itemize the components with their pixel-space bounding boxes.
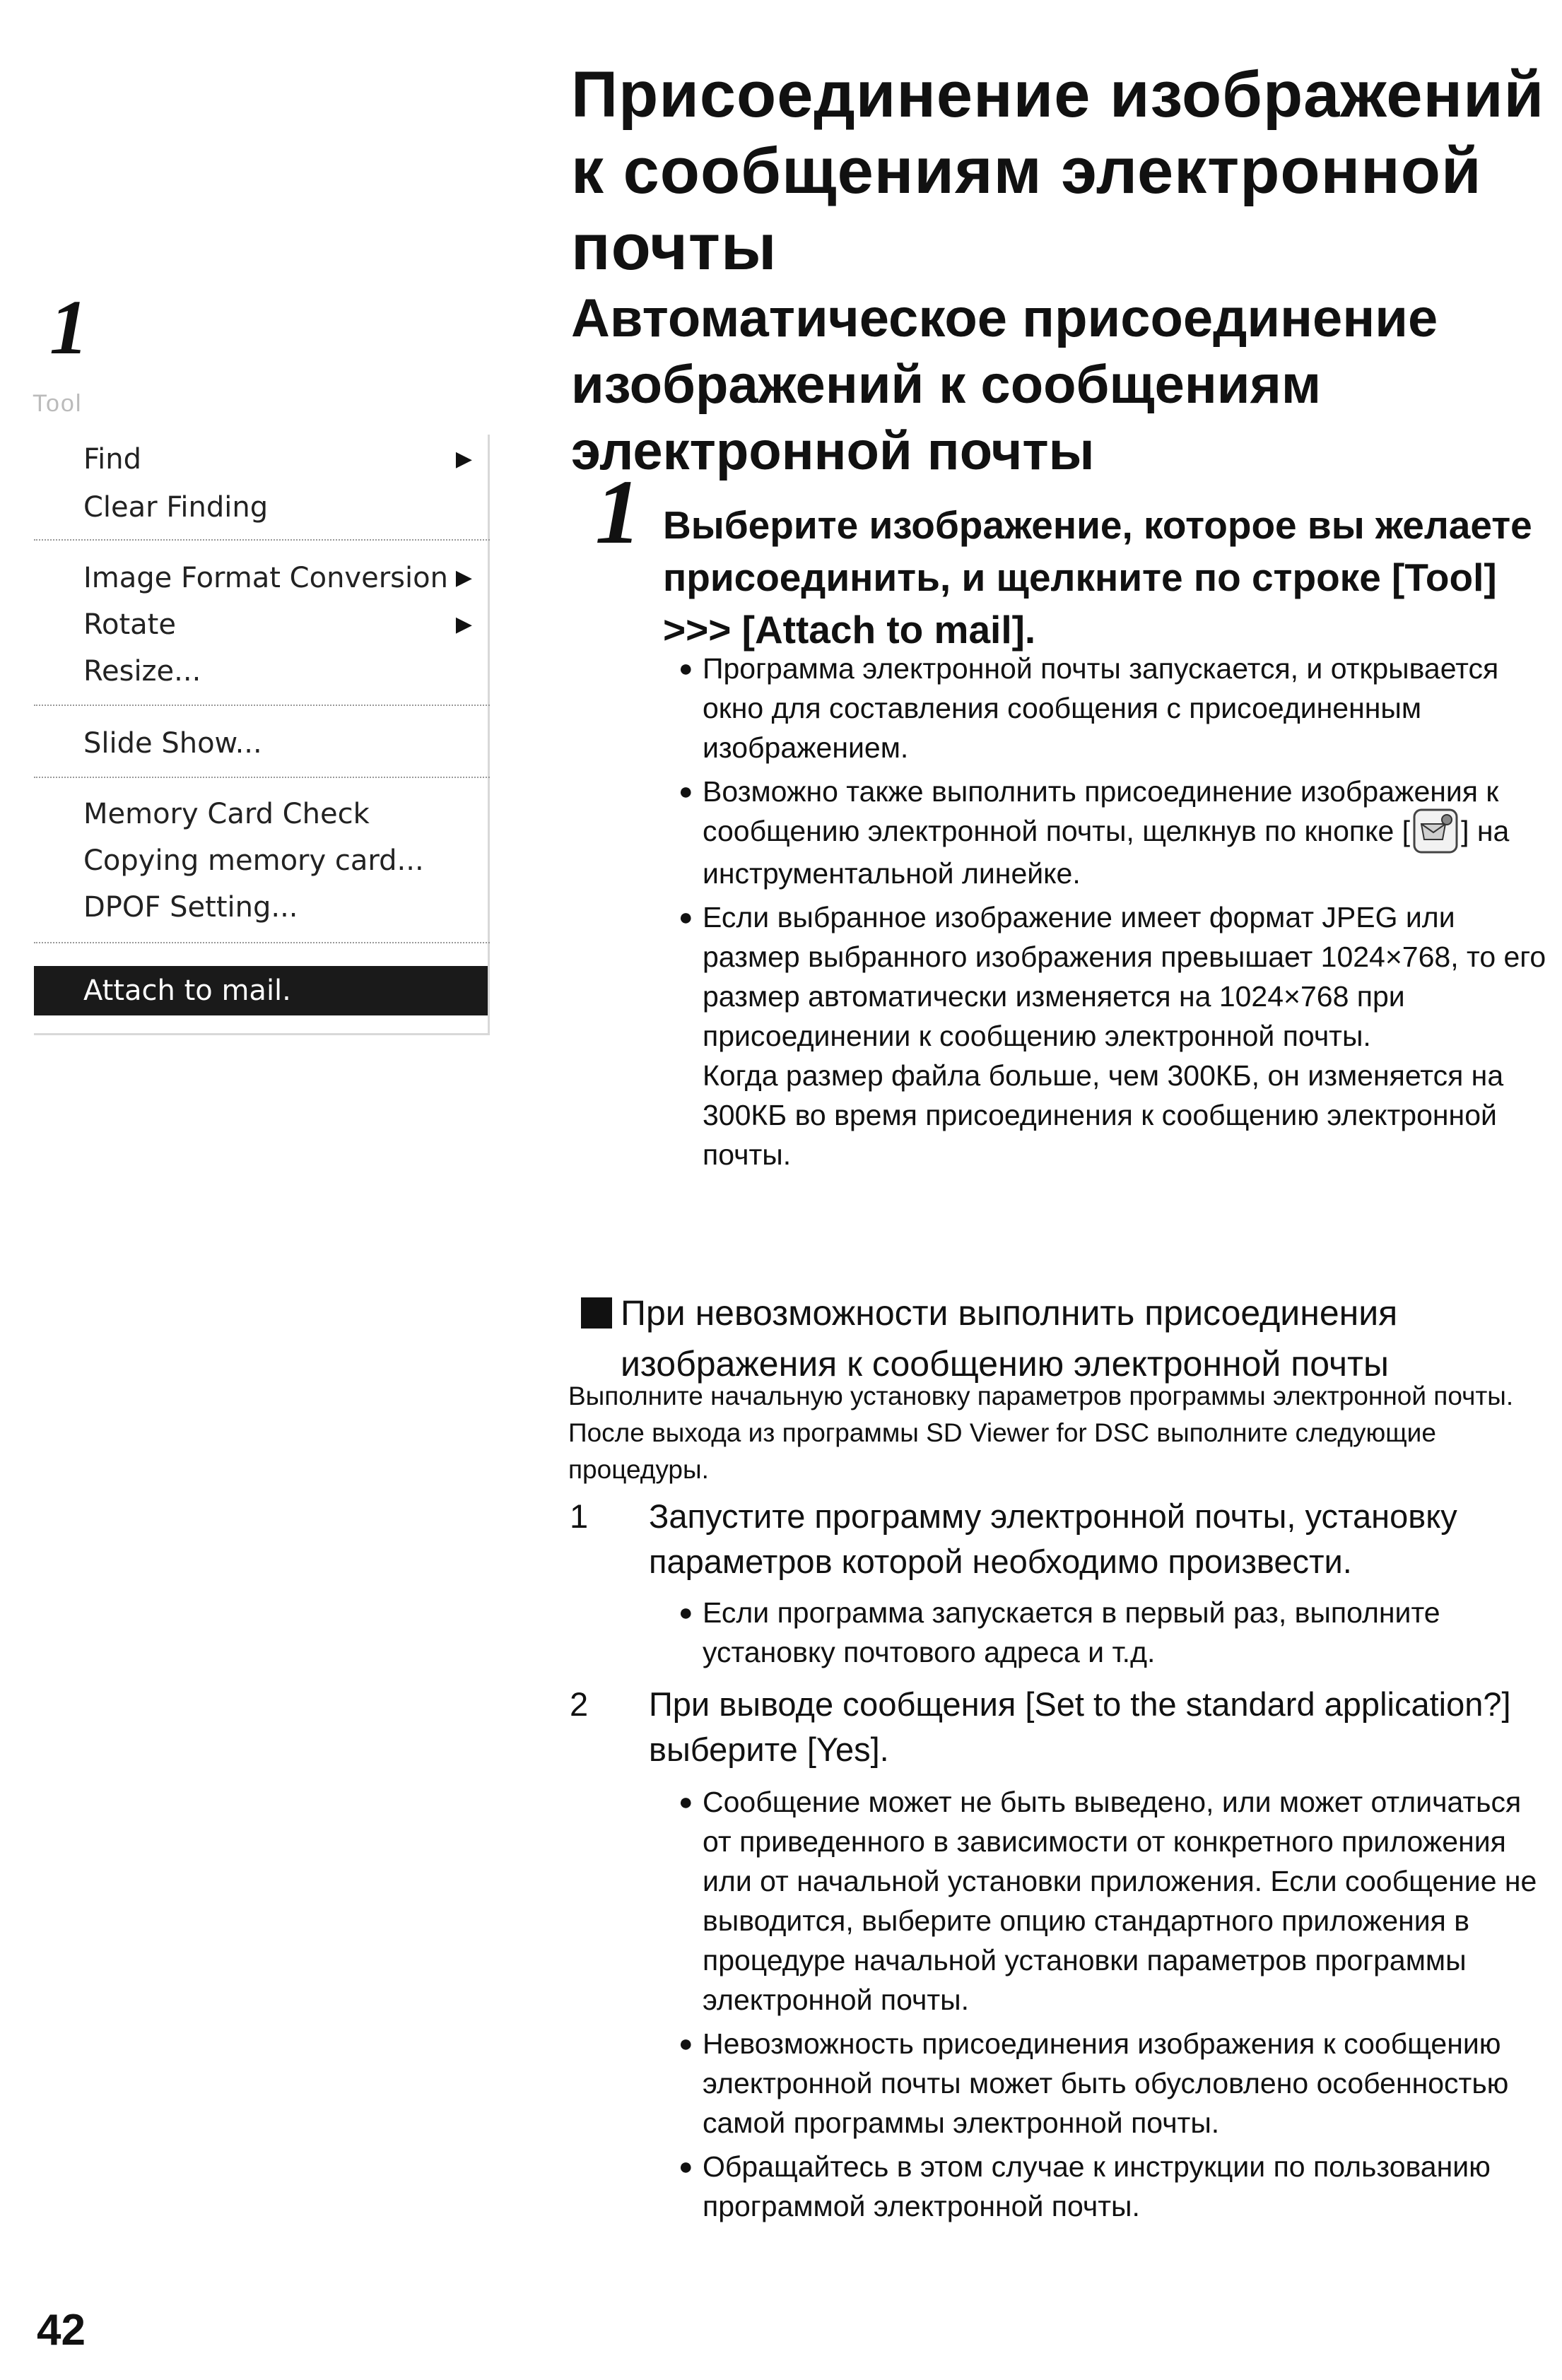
note-text: Сообщение может не быть выведено, или может отличаться от приведенного в зависимости от конкретного приложения или от начальной установки приложения. Если сообщение не выводится, выберите опцию стандартного приложения в процедуре начальной установки параметров программы электронной почты. (703, 1786, 1537, 2016)
step-number: 1 (595, 461, 641, 563)
menu-separator (34, 705, 490, 706)
note-text: Обращайтесь в этом случае к инструкции по пользованию программой электронной почты. (703, 2150, 1491, 2222)
menu-item-clear-finding[interactable] (34, 483, 488, 532)
step-text: При выводе сообщения [Set to the standard application?] выберите [Yes]. (649, 1685, 1511, 1768)
menu-separator (34, 942, 490, 943)
section-heading-line: изображения к сообщению электронной почты (621, 1344, 1389, 1384)
section-heading (581, 1288, 1556, 1389)
menu-item-label: Clear Finding (83, 491, 269, 524)
section-subtitle: Автоматическое присоединение изображений к сообщениям электронной почты (571, 288, 1438, 481)
step-index: 1 (570, 1497, 589, 1535)
menu-item-find[interactable] (34, 435, 488, 484)
menu-item-rotate[interactable] (34, 600, 488, 649)
menu-item-dpof-setting[interactable] (34, 883, 488, 932)
page-title: Присоединение изображений к сообщениям электронной почты (571, 59, 1545, 283)
menu-item-label: Copying memory card... (83, 844, 424, 877)
menu-item-label: Find (83, 443, 141, 476)
square-bullet-icon (581, 1297, 612, 1329)
section-heading-line: При невозможности выполнить присоединения (621, 1293, 1398, 1333)
note-text: Программа электронной почты запускается, и открывается окно для составления сообщения с присоединенным изображением. (703, 652, 1499, 764)
step-notes (684, 1782, 1546, 2230)
menu-item-slide-show[interactable] (34, 719, 488, 768)
menu-item-label: Attach to mail. (83, 974, 291, 1007)
menu-separator (34, 539, 490, 541)
menu-item-label: Resize... (83, 655, 201, 688)
step-notes (684, 1593, 1546, 1676)
step-instruction: Выберите изображение, которое вы желаете присоединить, и щелкните по строке [Tool] >>> [Attach to mail]. (663, 503, 1532, 652)
note-item (684, 649, 1546, 767)
step-index: 2 (570, 1685, 589, 1723)
menu-item-label: Image Format Conversion (83, 562, 448, 594)
note-item (684, 2024, 1546, 2143)
note-text: ] на инструментальной линейке. (703, 815, 1510, 890)
submenu-arrow-icon: ▶ (455, 612, 472, 637)
note-text: Если выбранное изображение имеет формат JPEG или размер выбранного изображения превышает 1024×768, то его размер автоматически изменяется на 1024×768 при присоединении к сообщению электронной почты. (703, 901, 1546, 1053)
step1-notes (684, 649, 1546, 1179)
note-text: Возможно также выполнить присоединение изображения к сообщению электронной почты, щелкнув по кнопке [ (703, 775, 1499, 847)
note-item (684, 1593, 1546, 1672)
note-item (684, 897, 1546, 1174)
menu-item-label: Memory Card Check (83, 798, 370, 830)
troubleshooting-section (581, 1288, 1556, 1389)
section-intro: Выполните начальную установку параметров программы электронной почты. После выхода из программы SD Viewer for DSC выполните следующие процедуры. (568, 1382, 1514, 1484)
note-subtext: Когда размер файла больше, чем 300КБ, он изменяется на 300КБ во время присоединения к сообщению электронной почты. (703, 1059, 1504, 1172)
menu-item-image-format-conversion[interactable] (34, 553, 488, 603)
note-item (684, 1782, 1546, 2020)
note-text: Невозможность присоединения изображения к сообщению электронной почты может быть обусловлено особенностью самой программы электронной почты. (703, 2027, 1509, 2139)
menu-item-label: Slide Show... (83, 727, 262, 760)
note-text: Если программа запускается в первый раз, выполните установку почтового адреса и т.д. (703, 1596, 1440, 1668)
tool-menu-label: Tool (33, 390, 83, 417)
menu-item-attach-to-mail[interactable] (34, 966, 488, 1015)
menu-item-resize[interactable] (34, 647, 488, 696)
note-item (684, 772, 1546, 893)
menu-separator (34, 777, 490, 778)
menu-item-label: Rotate (83, 608, 176, 641)
page-number: 42 (37, 2306, 86, 2355)
menu-item-memory-card-check[interactable] (34, 789, 488, 839)
note-item (684, 2147, 1546, 2226)
step-text: Запустите программу электронной почты, установку параметров которой необходимо произвести. (649, 1497, 1457, 1580)
numbered-step-2 (570, 1682, 1552, 1772)
menu-item-label: DPOF Setting... (83, 891, 298, 924)
submenu-arrow-icon: ▶ (455, 447, 472, 471)
tool-menu (34, 435, 490, 1035)
numbered-step-1 (570, 1494, 1552, 1584)
left-step-number: 1 (49, 284, 88, 370)
title-block (571, 57, 1554, 485)
mail-button-icon (1413, 808, 1458, 854)
menu-item-copying-memory-card[interactable] (34, 836, 488, 885)
submenu-arrow-icon: ▶ (455, 565, 472, 590)
